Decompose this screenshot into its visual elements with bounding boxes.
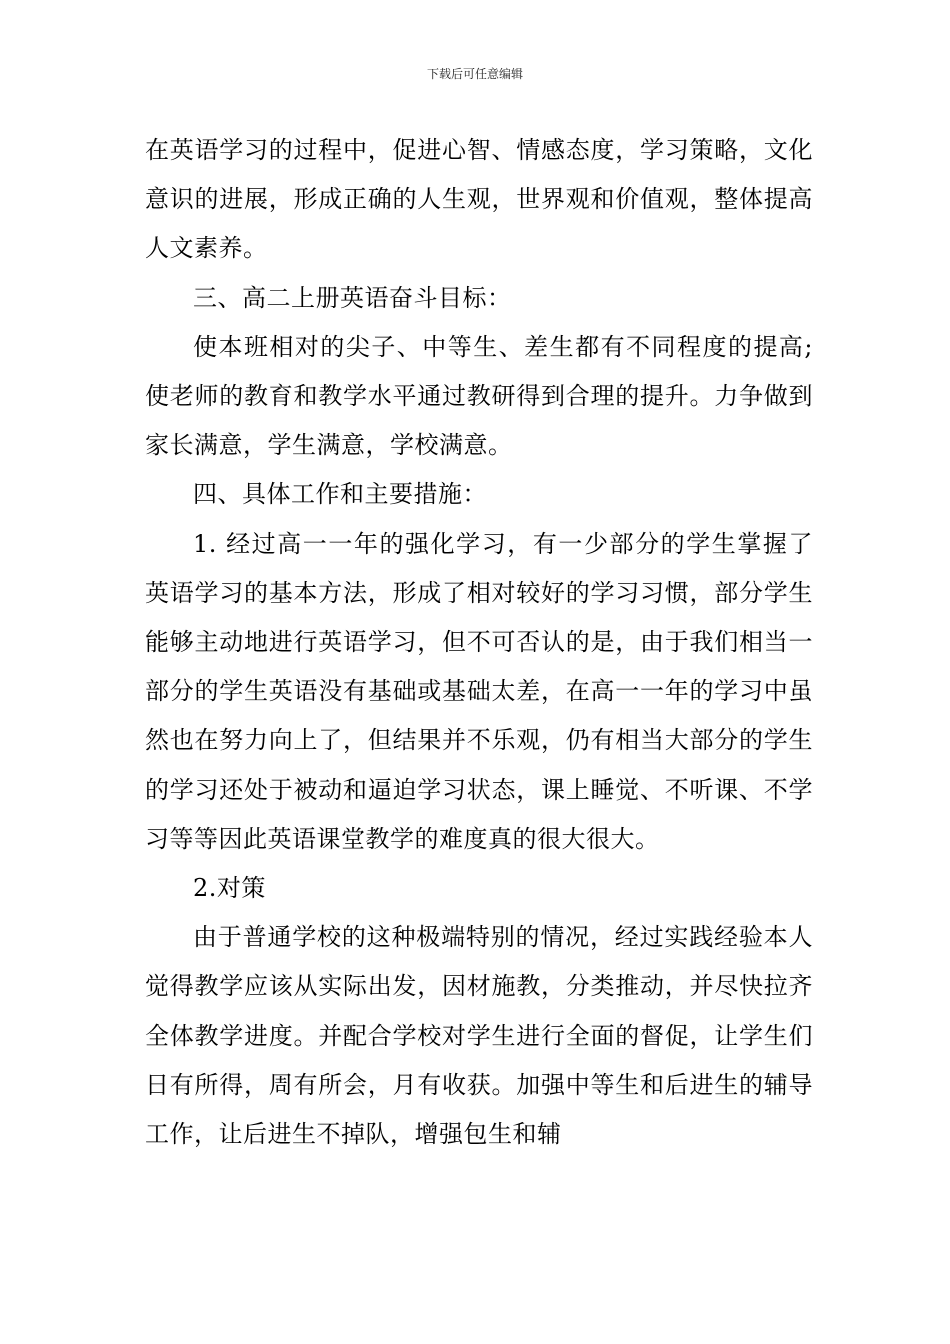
paragraph-measure-1: 1. 经过高一一年的强化学习，有一少部分的学生掌握了英语学习的基本方法，形成了相对较好的学习习惯，部分学生能够主动地进行英语学习，但不可否认的是，由于我们相当一部分的学生英语没有基础或基础太差，在高一一年的学习中虽然也在努力向上了，但结果并不乐观，仍有相当大部分的学生的学习还处于被动和逼迫学习状态，课上睡觉、不听课、不学习等等因此英语课堂教学的难度真的很大很大。	[145, 529, 813, 853]
paragraph-countermeasures: 由于普通学校的这种极端特别的情况，经过实践经验本人觉得教学应该从实际出发，因材施教，分类推动，并尽快拉齐全体教学进度。并配合学校对学生进行全面的督促，让学生们日有所得，周有所会，月有收获。加强中等生和后进生的辅导工作，让后进生不掉队，增强包生和辅	[145, 923, 813, 1149]
section-heading-goals: 三、高二上册英语奋斗目标：	[193, 283, 512, 312]
paragraph-intro-continuation: 在英语学习的过程中，促进心智、情感态度，学习策略，文化意识的进展，形成正确的人生观，世界观和价值观，整体提高人文素养。	[145, 136, 813, 263]
section-heading-measures: 四、具体工作和主要措施：	[193, 480, 487, 509]
subheading-countermeasures: 2.对策	[193, 874, 266, 903]
page-header: 下载后可任意编辑	[426, 67, 523, 81]
paragraph-goals: 使本班相对的尖子、中等生、差生都有不同程度的提高;使老师的教育和教学水平通过教研得到合理的提升。力争做到家长满意，学生满意，学校满意。	[145, 332, 813, 460]
document-body	[145, 126, 813, 1159]
